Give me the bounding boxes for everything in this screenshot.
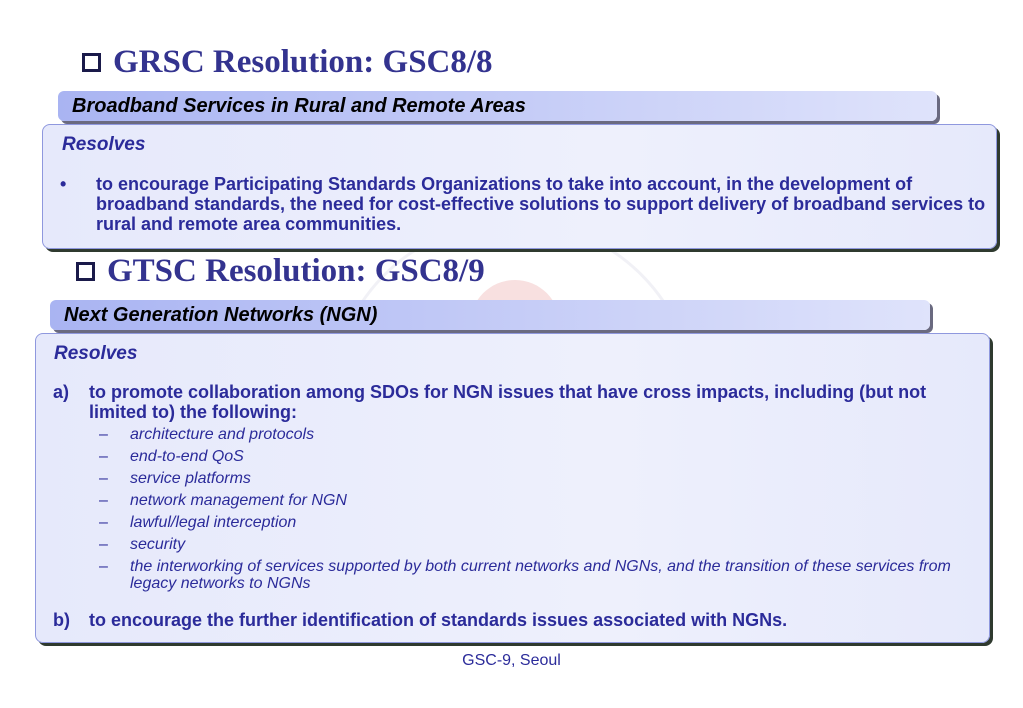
resolution1-bullet-text: to encourage Participating Standards Organizations to take into account, in the development of broadband standards, the need for cost-effective solutions to support delivery of broadband services to rural and remote area communities. (96, 174, 986, 234)
list-item (99, 492, 979, 509)
resolution2-banner-text: Next Generation Networks (NGN) (64, 303, 378, 326)
list-item (99, 514, 979, 531)
list-item (99, 448, 979, 465)
resolution1-banner-text: Broadband Services in Rural and Remote Areas (72, 94, 526, 117)
resolution2-title-text: GTSC Resolution: GSC8/9 (107, 253, 485, 289)
resolution2-item-b (53, 610, 973, 630)
list-item (99, 470, 979, 487)
ngn-topics-list (99, 426, 979, 597)
resolution2-title (76, 253, 485, 290)
dash-marker: – (99, 448, 108, 465)
slide-footer: GSC-9, Seoul (462, 652, 561, 669)
dash-marker: – (99, 536, 108, 553)
bullet-marker: • (60, 174, 67, 194)
list-item-text: security (130, 536, 186, 553)
item-b-marker: b) (53, 610, 70, 630)
resolution1-title (82, 44, 493, 81)
list-item-text: lawful/legal interception (130, 514, 297, 531)
resolution1-banner (58, 91, 937, 121)
item-b-text: to encourage the further identification of standards issues associated with NGNs. (89, 610, 788, 630)
list-item (99, 536, 979, 553)
resolution1-title-text: GRSC Resolution: GSC8/8 (113, 44, 493, 80)
resolution1-panel (42, 124, 997, 249)
item-a-text: to promote collaboration among SDOs for NGN issues that have cross impacts, including (but not limited to) the following: (89, 382, 927, 422)
list-item-text: the interworking of services supported by both current networks and NGNs, and the transition of these services from legacy networks to NGNs (130, 558, 951, 592)
item-a-marker: a) (53, 382, 70, 402)
resolution2-item-a (53, 382, 989, 422)
dash-marker: – (99, 470, 108, 487)
list-item-text: end-to-end QoS (130, 448, 244, 465)
dash-marker: – (99, 514, 108, 531)
list-item (99, 558, 979, 592)
resolution1-resolves-label: Resolves (62, 134, 146, 155)
checkbox-icon (76, 262, 95, 281)
dash-marker: – (99, 492, 108, 509)
list-item-text: service platforms (130, 470, 251, 487)
list-item-text: network management for NGN (130, 492, 347, 509)
resolution2-banner (50, 300, 930, 330)
dash-marker: – (99, 558, 108, 575)
list-item (99, 426, 979, 443)
resolution2-resolves-label: Resolves (54, 343, 138, 364)
list-item-text: architecture and protocols (130, 426, 315, 443)
dash-marker: – (99, 426, 108, 443)
checkbox-icon (82, 53, 101, 72)
resolution2-panel (35, 333, 990, 643)
